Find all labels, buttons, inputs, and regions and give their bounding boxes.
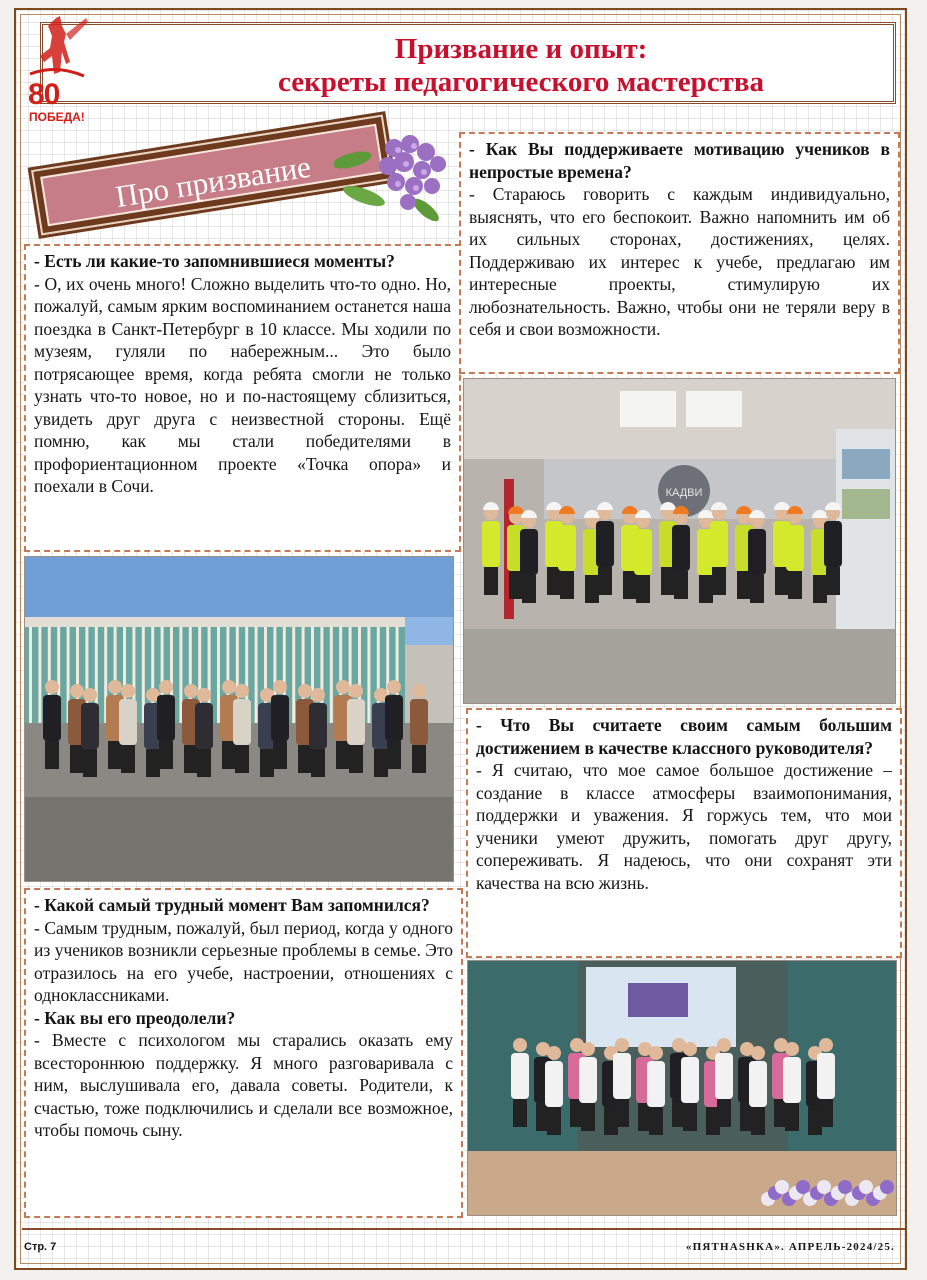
photo-factory-group — [463, 378, 896, 704]
lilac-flowers-icon — [334, 130, 468, 226]
banner-label: Про призвание — [112, 148, 314, 215]
footer-divider — [22, 1228, 905, 1230]
answer-achievement: - Я считаю, что мое самое большое достижение – создание в классе атмосферы взаимопонимания, поддержки и уважения. Я горжусь тем, что мои ученики умеют дружить, помогать друг другу, сопереживать. Я надеюсь, что они сохранят эти качества на всю жизнь. — [476, 760, 892, 893]
page-title — [143, 33, 899, 99]
answer-overcome: - Вместе с психологом мы старались оказать ему всестороннюю поддержку. Я много разговаривала с ним, выслушивала его, давала советы. Родители, к счастью, тоже подключились и сделали все возможное, чтобы помочь сыну. — [34, 1030, 453, 1140]
photo-hermitage-group — [24, 556, 454, 882]
qa-difficult — [24, 888, 463, 1218]
hall-sign-text: КАДВИ — [665, 487, 703, 499]
banner-inner — [40, 124, 384, 227]
page-number: Стр. 7 — [24, 1241, 57, 1253]
photo-graduation-group — [467, 960, 897, 1216]
answer-memories: - О, их очень много! Сложно выделить что-то одно. Но, пожалуй, самым ярким воспоминанием останется наша поездка в Санкт-Петербург в 10 классе. Мы ходили по музеям, гуляли по набережным... Это было потрясающее время, когда ребята смогли не только узнать что-то новое, но и по-настоящему сблизиться, увидеть друг друга с неизвестной стороны. Ещё помню, как мы стали победителями в профориентационном проекте «Точка опора» и поехали в Сочи. — [34, 273, 451, 496]
question-difficult: - Какой самый трудный момент Вам запомнился? — [34, 895, 430, 915]
answer-motivation: - Стараюсь говорить с каждым индивидуально, выяснять, что его беспокоит. Важно напомнить им об их сильных сторонах, достижениях, целях. Поддерживаю их интерес к учебе, предлагаю им интересные проекты, стимулирую их любознательность. Важно, чтобы они не теряли веру в себя и свои возможности. — [469, 184, 890, 339]
qa-achievement — [466, 708, 902, 958]
question-achievement: - Что Вы считаете своим самым большим достижением в качестве классного руководителя? — [476, 715, 892, 758]
qa-memories — [24, 244, 461, 552]
question-memories: - Есть ли какие-то запомнившиеся моменты? — [34, 251, 395, 271]
logo-number: 80 — [28, 78, 60, 111]
answer-difficult: - Самым трудным, пожалуй, был период, когда у одного из учеников возникли серьезные проблемы в семье. Это отразилось на его учебе, настроении, отношениях с одноклассниками. — [34, 917, 453, 1005]
logo-word: ПОБЕДА! — [29, 110, 85, 124]
title-line-2: секреты педагогического мастерства — [277, 66, 765, 98]
title-line-1: Призвание и опыт: — [394, 33, 648, 65]
qa-motivation — [459, 132, 900, 374]
question-overcome: - Как вы его преодолели? — [34, 1007, 236, 1028]
header-box — [40, 22, 896, 104]
issue-info: «ПЯТНАSНКА». АПРЕЛЬ-2024/25. — [685, 1241, 895, 1253]
question-motivation: - Как Вы поддерживаете мотивацию учеников в непростые времена? — [469, 139, 890, 182]
